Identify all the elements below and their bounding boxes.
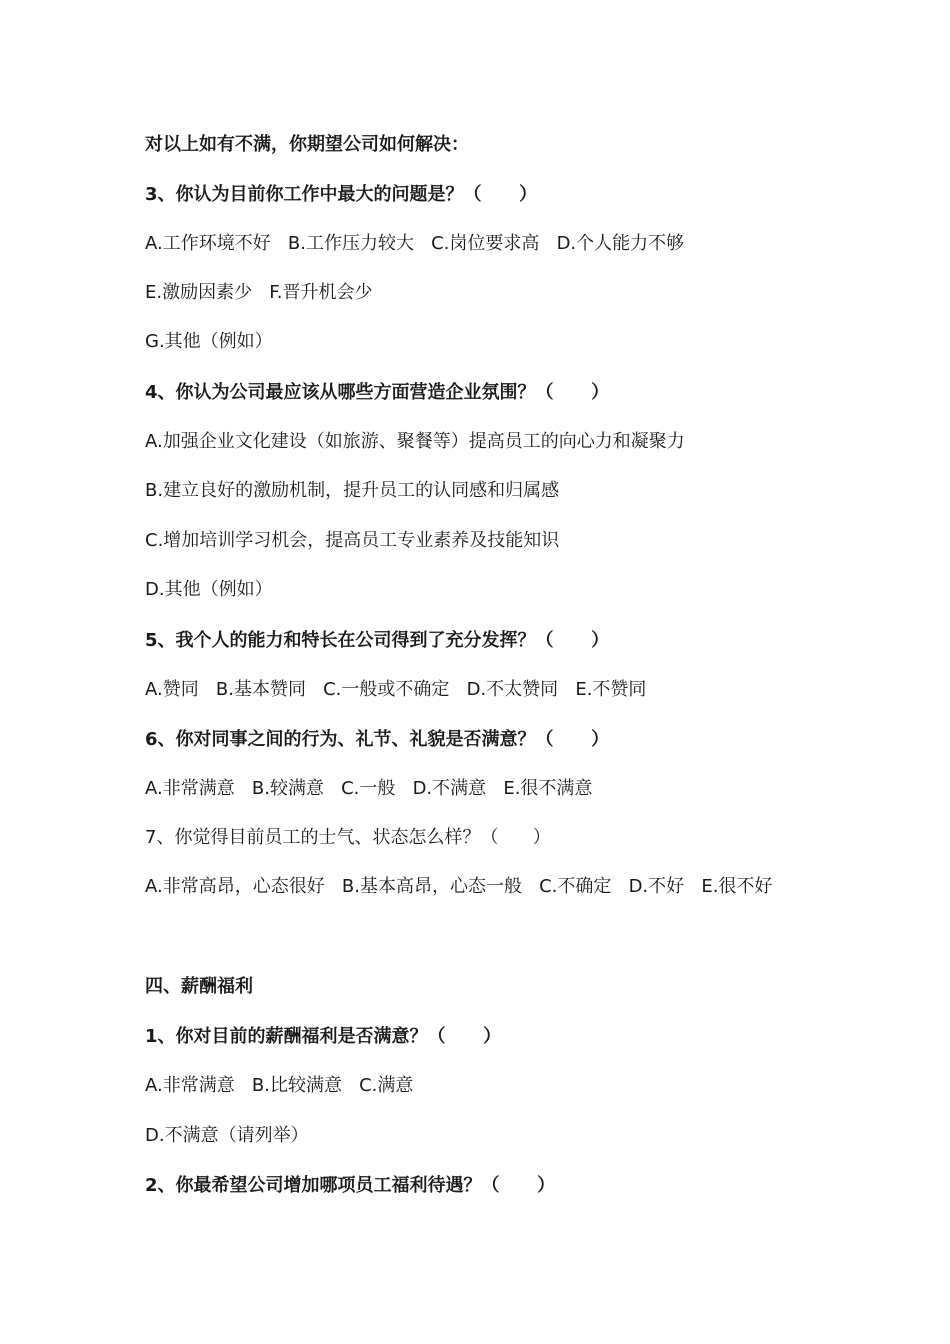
question-3: 3、你认为目前你工作中最大的问题是？（ ） <box>145 184 538 205</box>
question-7: 7、你觉得目前员工的士气、状态怎么样？（ ） <box>145 827 551 848</box>
question-4-option-a: A.加强企业文化建设（如旅游、聚餐等）提高员工的向心力和凝聚力 <box>145 431 685 452</box>
question-4-option-d: D.其他（例如） <box>145 579 273 600</box>
question-3-options-2: E.激励因素少 F.晋升机会少 <box>145 282 373 303</box>
question-4: 4、你认为公司最应该从哪些方面营造企业氛围？（ ） <box>145 382 610 403</box>
question-3-options-1: A.工作环境不好 B.工作压力较大 C.岗位要求高 D.个人能力不够 <box>145 233 685 254</box>
question-4-option-b: B.建立良好的激励机制，提升员工的认同感和归属感 <box>145 480 560 501</box>
question-3-options-3: G.其他（例如） <box>145 331 273 352</box>
section-title-compensation: 四、薪酬福利 <box>145 976 253 997</box>
question-6: 6、你对同事之间的行为、礼节、礼貌是否满意？（ ） <box>145 729 610 750</box>
line-complaint-prompt: 对以上如有不满，你期望公司如何解决： <box>145 134 469 155</box>
section4-question-1-options-2: D.不满意（请列举） <box>145 1125 309 1146</box>
question-5-options: A.赞同 B.基本赞同 C.一般或不确定 D.不太赞同 E.不赞同 <box>145 679 647 700</box>
section4-question-1-options-1: A.非常满意 B.比较满意 C.满意 <box>145 1075 414 1096</box>
question-7-options: A.非常高昂，心态很好 B.基本高昂，心态一般 C.不确定 D.不好 E.很不好 <box>145 876 773 897</box>
section4-question-1: 1、你对目前的薪酬福利是否满意？（ ） <box>145 1026 502 1047</box>
question-6-options: A.非常满意 B.较满意 C.一般 D.不满意 E.很不满意 <box>145 778 593 799</box>
section4-question-2: 2、你最希望公司增加哪项员工福利待遇？（ ） <box>145 1175 556 1196</box>
question-5: 5、我个人的能力和特长在公司得到了充分发挥？（ ） <box>145 630 610 651</box>
question-4-option-c: C.增加培训学习机会，提高员工专业素养及技能知识 <box>145 530 560 551</box>
